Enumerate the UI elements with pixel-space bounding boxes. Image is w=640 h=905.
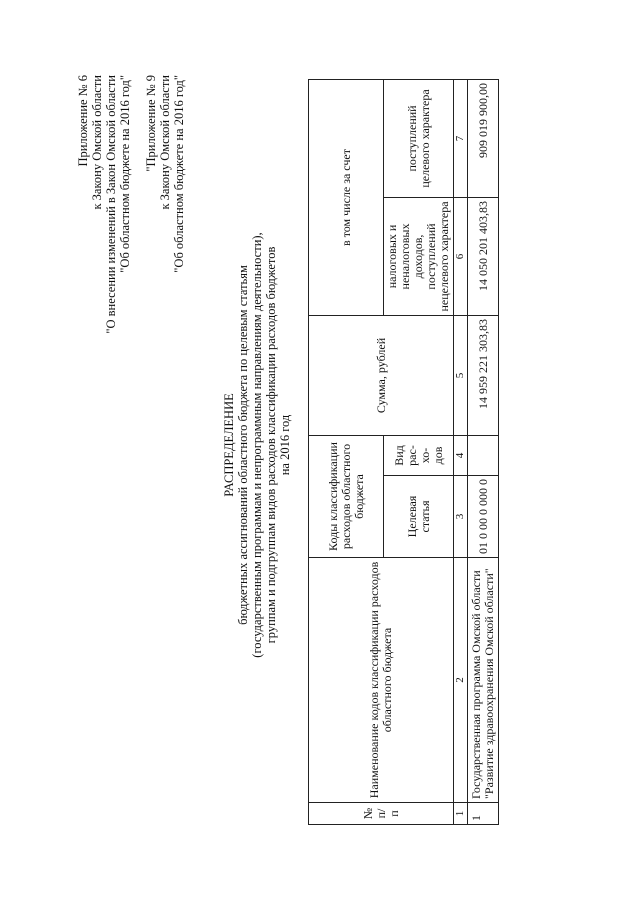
header-row xyxy=(309,79,384,824)
row-num: 1 xyxy=(468,803,499,825)
column-number: 5 xyxy=(454,315,468,435)
header-sum: Сумма, рублей xyxy=(309,315,454,435)
header-codes: Коды классификации расходов областного бюджета xyxy=(309,435,384,557)
header-targeted-revenue: поступлений целевого характера xyxy=(384,79,454,197)
row-tax-revenue: 14 050 201 403,83 xyxy=(468,197,499,315)
title-heading: РАСПРЕДЕЛЕНИЕ xyxy=(222,393,236,497)
row-targeted-revenue: 909 019 900,00 xyxy=(468,79,499,197)
header-tax-revenue: налоговых и неналоговых доходов, поступлений нецелевого характера xyxy=(384,197,454,315)
title-line: (государственным программам и непрограммным направлениям деятельности), xyxy=(250,232,264,658)
header-including: в том числе за счет xyxy=(309,79,384,315)
column-number: 3 xyxy=(454,476,468,558)
column-number-row xyxy=(454,79,468,824)
appendix-9-reference xyxy=(144,75,186,545)
appendix-6-line: "О внесении изменений в Закон Омской области xyxy=(104,75,118,334)
appendix-6-line: "Об областном бюджете на 2016 год" xyxy=(118,75,132,273)
appendix-9-line: "Об областном бюджете на 2016 год" xyxy=(172,75,186,273)
column-number: 2 xyxy=(454,558,468,803)
column-number: 4 xyxy=(454,435,468,475)
row-sum: 14 959 221 303,83 xyxy=(468,315,499,435)
appendix-9-line: "Приложение № 9 xyxy=(144,75,158,172)
appendix-6-line: Приложение № 6 xyxy=(76,75,90,167)
row-target-article: 01 0 00 0 000 0 xyxy=(468,476,499,558)
appendix-9-line: к Закону Омской области xyxy=(158,75,172,210)
column-number: 1 xyxy=(454,803,468,825)
title-line: бюджетных ассигнований областного бюджета по целевым статьям xyxy=(236,265,250,625)
appendix-6-reference xyxy=(76,75,132,545)
table-row xyxy=(468,79,499,824)
header-expense-type: Вид рас-хо-дов xyxy=(384,435,454,475)
header-name: Наименование кодов классификации расходов областного бюджета xyxy=(309,558,454,803)
header-num: № п/п xyxy=(309,803,454,825)
row-name: Государственная программа Омской области "Развитие здравоохранения Омской области" xyxy=(468,558,499,803)
title-line: группам и подгруппам видов расходов классификации расходов бюджетов xyxy=(264,246,278,644)
row-expense-type xyxy=(468,435,499,475)
budget-table xyxy=(308,79,499,825)
header-target-article: Целевая статья xyxy=(384,476,454,558)
column-number: 6 xyxy=(454,197,468,315)
appendix-6-line: к Закону Омской области xyxy=(90,75,104,210)
column-number: 7 xyxy=(454,79,468,197)
document-title xyxy=(222,105,292,785)
title-line: на 2016 год xyxy=(278,414,292,476)
